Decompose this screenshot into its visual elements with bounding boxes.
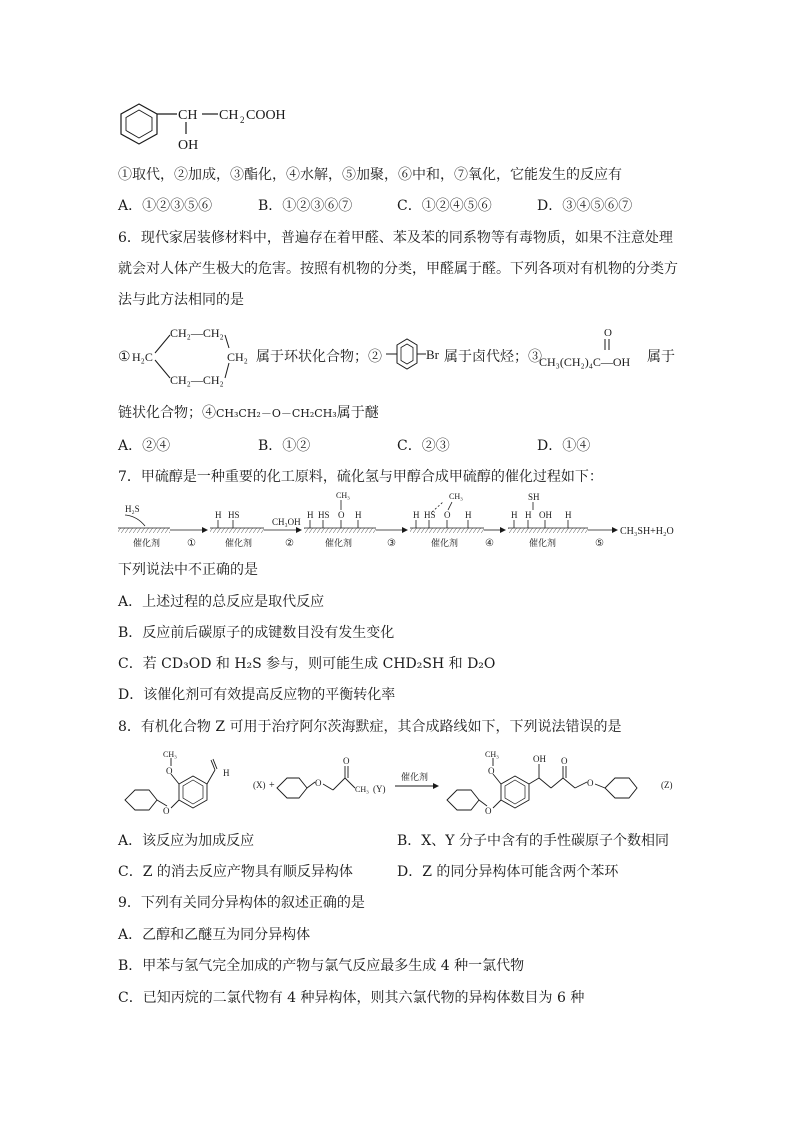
svg-text:(X): (X) — [253, 780, 266, 790]
svg-text:CH₂—CH₂: CH₂—CH₂ — [170, 326, 224, 340]
svg-text:H: H — [307, 510, 314, 520]
q8-synthesis-scheme — [115, 748, 695, 826]
svg-text:①: ① — [118, 350, 131, 365]
q7-option-a: A．上述过程的总反应是取代反应 — [118, 594, 325, 610]
svg-text:O: O — [166, 766, 173, 776]
svg-text:CH₃: CH₃ — [336, 491, 350, 500]
svg-text:HS: HS — [228, 510, 240, 520]
br-label: Br — [426, 347, 439, 362]
svg-text:CH₃: CH₃ — [163, 750, 177, 759]
svg-text:O: O — [444, 510, 451, 520]
q5-option-b: B．①②③⑥⑦ — [258, 198, 353, 214]
q6-line5-b: 属于醚 — [336, 405, 379, 421]
ch2-label: CH — [219, 108, 239, 123]
ch-label: CH — [178, 108, 198, 123]
svg-text:(Y): (Y) — [373, 784, 386, 794]
q7-stem: 7．甲硫醇是一种重要的化工原料，硫化氢与甲醇合成甲硫醇的催化过程如下： — [118, 469, 603, 485]
cooh-label: COOH — [246, 108, 286, 123]
svg-text:H: H — [465, 510, 472, 520]
svg-text:O: O — [604, 327, 612, 339]
q5-option-c: C．①②④⑤⑥ — [397, 198, 492, 214]
svg-text:催化剂: 催化剂 — [133, 538, 161, 548]
svg-text:H: H — [565, 510, 572, 520]
svg-text:CH₃: CH₃ — [449, 492, 463, 501]
svg-text:+: + — [269, 780, 275, 791]
svg-text:CH₃: CH₃ — [485, 750, 499, 759]
q6-line3: 法与此方法相同的是 — [118, 292, 244, 308]
svg-text:O: O — [561, 756, 568, 766]
hydroxy-acid-structure — [115, 98, 315, 158]
q6-c2-label: 属于卤代烃；③ — [444, 350, 542, 365]
q6-line5-a: 链状化合物；④ — [118, 405, 216, 421]
svg-text:③: ③ — [387, 538, 396, 549]
svg-text:HS: HS — [318, 510, 330, 520]
svg-text:①: ① — [187, 538, 196, 549]
svg-text:催化剂: 催化剂 — [529, 538, 557, 548]
q6-option-a: A．②④ — [118, 438, 171, 454]
q6-line1: 6．现代家居装修材料中，普遍存在着甲醛、苯及苯的同系物等有毒物质，如果不注意处理 — [118, 230, 673, 246]
q6-option-c: C．②③ — [397, 438, 450, 454]
svg-text:②: ② — [285, 538, 294, 549]
q6-option-b: B．①② — [258, 438, 311, 454]
q8-option-d: D．Z 的同分异构体可能含两个苯环 — [397, 864, 619, 880]
q8-option-b: B．X、Y 分子中含有的手性碳原子个数相同 — [397, 833, 669, 849]
svg-text:O: O — [488, 766, 495, 776]
svg-text:催化剂: 催化剂 — [431, 538, 459, 548]
q7-option-c: C．若 CD₃OD 和 H₂S 参与，则可能生成 CHD₂SH 和 D₂O — [118, 656, 496, 672]
svg-text:O: O — [315, 778, 322, 788]
svg-text:O: O — [587, 778, 594, 788]
svg-text:(Z): (Z) — [661, 780, 673, 790]
svg-text:H: H — [525, 510, 532, 520]
svg-text:OH: OH — [533, 754, 546, 764]
svg-text:O: O — [485, 806, 492, 816]
svg-text:HS: HS — [424, 510, 436, 520]
svg-text:H₂S: H₂S — [125, 504, 140, 514]
oh-label: OH — [178, 138, 199, 153]
svg-text:催化剂: 催化剂 — [401, 772, 429, 782]
svg-text:催化剂: 催化剂 — [225, 538, 253, 548]
svg-text:CH₃: CH₃ — [355, 785, 369, 794]
svg-text:催化剂: 催化剂 — [325, 538, 353, 548]
q6-structures — [115, 318, 695, 390]
q9-option-b: B．甲苯与氢气完全加成的产物与氯气反应最多生成 4 种一氯代物 — [118, 958, 525, 974]
q5-option-a: A．①②③⑤⑥ — [118, 198, 213, 214]
q6-option-d: D．①④ — [537, 438, 591, 454]
svg-text:H: H — [413, 510, 420, 520]
svg-text:2: 2 — [240, 115, 245, 125]
svg-text:H: H — [511, 510, 518, 520]
q5-option-d: D．③④⑤⑥⑦ — [537, 198, 633, 214]
svg-text:⑤: ⑤ — [595, 538, 604, 549]
q7-product: CH₃SH+H₂O — [620, 526, 674, 537]
q8-option-a: A．该反应为加成反应 — [118, 833, 255, 849]
svg-text:属于: 属于 — [647, 350, 675, 365]
svg-text:CH₃OH: CH₃OH — [272, 517, 301, 527]
svg-text:O: O — [338, 510, 345, 520]
q7-question: 下列说法中不正确的是 — [118, 562, 258, 578]
svg-text:CH₂: CH₂ — [227, 350, 248, 364]
svg-text:CH₃(CH₂)₄C—OH: CH₃(CH₂)₄C—OH — [539, 355, 631, 369]
q8-stem: 8．有机化合物 Z 可用于治疗阿尔茨海默症，其合成路线如下，下列说法错误的是 — [118, 719, 622, 735]
svg-text:SH: SH — [528, 492, 540, 502]
svg-text:CH₂—CH₂: CH₂—CH₂ — [170, 373, 224, 387]
q7-option-d: D．该催化剂可有效提高反应物的平衡转化率 — [118, 687, 396, 703]
q9-option-a: A．乙醇和乙醚互为同分异构体 — [118, 927, 311, 943]
q6-line2: 就会对人体产生极大的危害。按照有机物的分类，甲醛属于醛。下列各项对有机物的分类方 — [118, 261, 678, 277]
svg-text:O: O — [343, 756, 350, 766]
q9-stem: 9．下列有关同分异构体的叙述正确的是 — [118, 895, 365, 911]
q9-option-c: C．已知丙烷的二氯代物有 4 种异构体，则其六氯代物的异构体数目为 6 种 — [118, 990, 585, 1006]
q6-c1-label: 属于环状化合物；② — [256, 350, 382, 365]
q5-stem: ①取代，②加成，③酯化，④水解，⑤加聚，⑥中和，⑦氧化，它能发生的反应有 — [118, 167, 622, 183]
svg-text:H: H — [355, 510, 362, 520]
svg-text:H: H — [223, 768, 230, 778]
svg-text:O: O — [163, 806, 170, 816]
q7-catalysis-diagram — [115, 490, 685, 554]
svg-text:H₂C: H₂C — [132, 350, 153, 364]
ether-formula: CH₃CH₂－O－CH₂CH₃ — [216, 407, 337, 420]
svg-text:OH: OH — [539, 510, 552, 520]
q7-option-b: B．反应前后碳原子的成键数目没有发生变化 — [118, 625, 395, 641]
svg-text:H: H — [215, 510, 222, 520]
svg-text:④: ④ — [485, 538, 494, 549]
q8-option-c: C．Z 的消去反应产物具有顺反异构体 — [118, 864, 353, 880]
